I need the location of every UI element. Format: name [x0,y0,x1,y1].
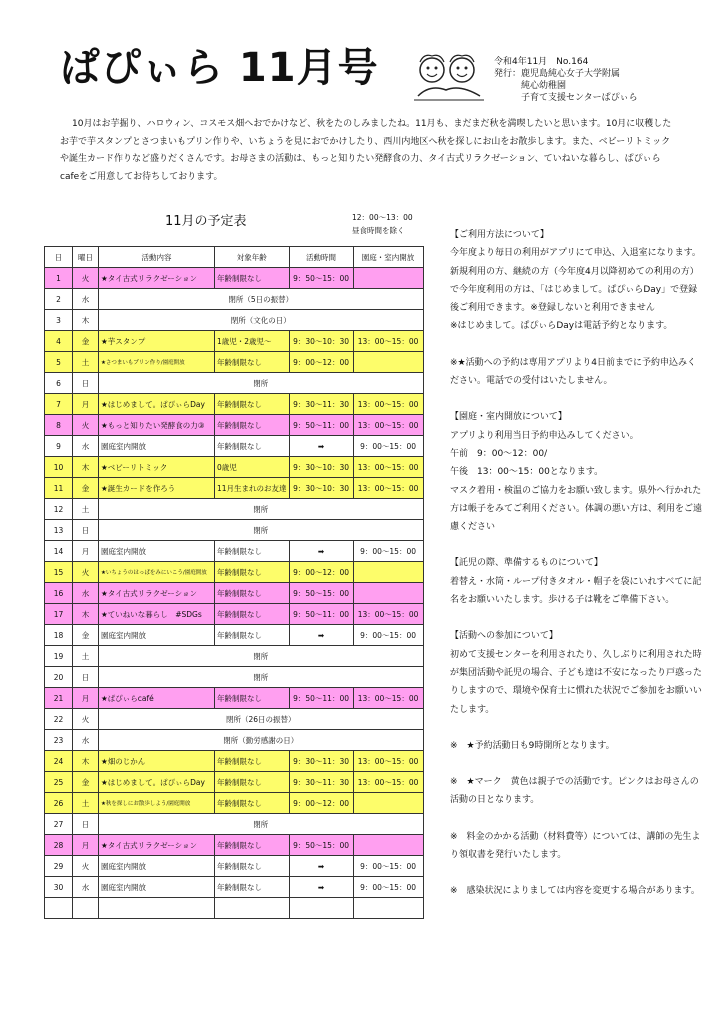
cell-dow: 火 [73,268,99,289]
cell-age: 年齢制限なし [215,877,290,898]
cell-time [289,898,353,919]
cell-closed: 閉所（5日の振替） [99,289,424,310]
cell-dow: 水 [73,877,99,898]
note-paragraph: ※ ★予約活動日も9時開所となります。 [450,740,615,751]
cell-date: 19 [45,646,73,667]
cell-time: 9：00～12：00 [289,352,353,373]
publisher-info [494,56,638,104]
cell-date: 26 [45,793,73,814]
cell-activity: ★はじめまして。ぱぴぃらDay [99,772,215,793]
cell-dow: 木 [73,457,99,478]
schedule-row [45,898,424,919]
column-header: 対象年齢 [215,247,290,268]
schedule-row [45,436,424,457]
schedule-row [45,499,424,520]
spacer [450,864,702,882]
cell-age: 年齢制限なし [215,625,290,646]
cell-activity: ★秋を探しにお散歩しよう/園庭開放 [99,793,215,814]
cell-dow: 金 [73,772,99,793]
cell-age: 11月生まれのお友達 [215,478,290,499]
cell-activity: 園庭室内開放 [99,625,215,646]
cell-dow: 月 [73,688,99,709]
schedule-row [45,730,424,751]
schedule-row [45,814,424,835]
cell-closed: 閉所 [99,520,424,541]
cell-time: ➡ [289,877,353,898]
spacer [450,536,702,554]
column-header: 活動時間 [289,247,353,268]
schedule-row [45,457,424,478]
intro-paragraph: 10月はお芋掘り、ハロウィン、コスモス畑へおでかけなど、秋をたのしみましたね。11月も、まだまだ秋を満喫したいと思います。10月に収穫したお芋で芋スタンプとさつまいもプリン作りや、いちょうを見におでかけしたり、西川内地区へ秋を探しにお山をお散歩します。また、ベビーリトミックや誕生カード作りなど盛りだくさんです。お母さまの活動は、もっと知りたい発酵食の力、タイ古式リラクゼーション、ていねいな暮らし、ぱぴぃらcafeをご用意してお待ちしております。 [60,119,672,182]
cell-date: 11 [45,478,73,499]
schedule-row [45,646,424,667]
note-paragraph: アプリより利用当日予約申込みしてください。 [450,430,639,441]
spacer [450,755,702,773]
cell-date: 12 [45,499,73,520]
schedule-row [45,709,424,730]
cell-ext: 13：00～15：00 [353,478,423,499]
cell-time: 9：30～10：30 [289,478,353,499]
cell-ext [353,835,423,856]
cell-time: 9：30～10：30 [289,331,353,352]
schedule-table [44,246,424,919]
cell-date: 25 [45,772,73,793]
schedule-row [45,268,424,289]
note-paragraph: ※★活動への予約は専用アプリより4日前までに予約申込みください。電話での受付はいたしません。 [450,357,696,387]
schedule-row [45,289,424,310]
cell-ext: 13：00～15：00 [353,688,423,709]
cell-activity: ★もっと知りたい発酵食の力③ [99,415,215,436]
cell-time: 9：50～11：00 [289,415,353,436]
schedule-row [45,835,424,856]
cell-activity [99,898,215,919]
note-paragraph: ※ 料金のかかる活動（材料費等）については、講師の先生より領収書を発行いたします。 [450,831,701,861]
spacer [450,810,702,828]
note-paragraph: ※ ★マーク 黄色は親子での活動です。ピンクはお母さんの活動の日となります。 [450,777,699,806]
cell-date: 27 [45,814,73,835]
publisher-line: 令和4年11月 No.164 [494,57,589,67]
cell-time: ➡ [289,856,353,877]
cell-dow: 火 [73,562,99,583]
spacer [450,390,702,408]
cell-date: 14 [45,541,73,562]
publisher-line: 発行：鹿児島純心女子大学附属 [494,69,621,79]
cell-dow: 金 [73,331,99,352]
schedule-row [45,478,424,499]
cell-age: 年齢制限なし [215,541,290,562]
cell-time: 9：50～15：00 [289,835,353,856]
note-paragraph: 着替え・水筒・ループ付きタオル・帽子を袋にいれすべてに記名をお願いいたします。歩ける子は靴をご準備下さい。 [450,576,702,606]
cell-dow: 土 [73,646,99,667]
cell-dow: 水 [73,730,99,751]
cell-date: 6 [45,373,73,394]
cell-activity: 園庭室内開放 [99,856,215,877]
publisher-line: 純心幼稚園 [494,81,567,91]
cell-age: 年齢制限なし [215,688,290,709]
cell-date: 22 [45,709,73,730]
cell-ext [353,793,423,814]
cell-time: 9：30～10：30 [289,457,353,478]
cell-dow: 土 [73,499,99,520]
note-paragraph: 午後 13：00～15：00となります。 [450,467,604,478]
cell-date: 7 [45,394,73,415]
cell-ext [353,268,423,289]
cell-age: 年齢制限なし [215,583,290,604]
cell-date: 8 [45,415,73,436]
cell-activity: ★ベビーリトミック [99,457,215,478]
note-paragraph: マスク着用・検温のご協力をお願い致します。県外へ行かれた方は帳子をみてご利用ください。体調の悪い方は、利用をご遠慮ください [450,485,703,533]
cell-ext: 9：00～15：00 [353,541,423,562]
cell-date: 16 [45,583,73,604]
cell-ext: 9：00～15：00 [353,436,423,457]
cell-activity: ★タイ古式リラクゼーション [99,583,215,604]
cell-dow: 木 [73,751,99,772]
cell-dow: 火 [73,856,99,877]
cell-date: 10 [45,457,73,478]
cell-activity: ★ぱぴぃらcafé [99,688,215,709]
cell-dow: 土 [73,793,99,814]
notes-column [450,226,702,901]
note-paragraph: 【ご利用方法について】 [450,230,549,240]
cell-date: 4 [45,331,73,352]
cell-date: 17 [45,604,73,625]
cell-date: 2 [45,289,73,310]
cell-activity: ★芋スタンプ [99,331,215,352]
cell-dow: 月 [73,541,99,562]
schedule-row [45,856,424,877]
cell-age: 年齢制限なし [215,415,290,436]
cell-dow [73,898,99,919]
note-paragraph: 午前 9：00～12：00/ [450,448,548,459]
lunch-note [352,211,413,237]
children-logo-icon [410,50,488,102]
schedule-row [45,625,424,646]
cell-date: 15 [45,562,73,583]
cell-date: 24 [45,751,73,772]
schedule-row [45,415,424,436]
schedule-row [45,352,424,373]
cell-date: 13 [45,520,73,541]
cell-date [45,898,73,919]
note-paragraph: 今年度より毎日の利用がアプリにて申込、入退室になります。新規利用の方、継続の方（今年度4月以降初めての利用の方）で今年度利用の方は、「はじめまして。ぱぴぃらDay」で登録後ご利用できます。※登録しないと利用できません [450,248,701,314]
cell-ext [353,352,423,373]
cell-ext: 9：00～15：00 [353,856,423,877]
cell-ext [353,898,423,919]
cell-time: 9：30～11：30 [289,394,353,415]
cell-closed: 閉所 [99,646,424,667]
cell-closed: 閉所（26日の振替） [99,709,424,730]
cell-closed: 閉所（文化の日） [99,310,424,331]
schedule-row [45,667,424,688]
column-header: 園庭・室内開放 [353,247,423,268]
note-paragraph: 【活動への参加について】 [450,631,558,642]
cell-activity: ★誕生カードを作ろう [99,478,215,499]
schedule-row [45,688,424,709]
cell-dow: 木 [73,310,99,331]
cell-dow: 日 [73,814,99,835]
cell-dow: 日 [73,373,99,394]
cell-ext: 13：00～15：00 [353,772,423,793]
cell-closed: 閉所（勤労感謝の日） [99,730,424,751]
cell-time: 9：30～11：30 [289,751,353,772]
cell-time: 9：50～15：00 [289,268,353,289]
cell-time: 9：30～11：30 [289,772,353,793]
cell-ext: 13：00～15：00 [353,457,423,478]
cell-age: 年齢制限なし [215,793,290,814]
cell-dow: 火 [73,415,99,436]
cell-dow: 水 [73,289,99,310]
cell-closed: 閉所 [99,814,424,835]
cell-date: 30 [45,877,73,898]
cell-date: 9 [45,436,73,457]
cell-age: 0歳児 [215,457,290,478]
cell-dow: 月 [73,835,99,856]
schedule-row [45,310,424,331]
cell-date: 3 [45,310,73,331]
cell-time: 9：50～11：00 [289,604,353,625]
cell-age: 年齢制限なし [215,436,290,457]
cell-activity: ★いちょうのはっぱをみにいこう/園庭開放 [99,562,215,583]
column-header: 曜日 [73,247,99,268]
column-header: 日 [45,247,73,268]
cell-age [215,898,290,919]
cell-closed: 閉所 [99,373,424,394]
cell-ext [353,562,423,583]
table-header-row [45,247,424,268]
cell-activity: ★畑のじかん [99,751,215,772]
schedule-row [45,772,424,793]
cell-activity: 園庭室内開放 [99,436,215,457]
schedule-row [45,331,424,352]
cell-ext: 13：00～15：00 [353,415,423,436]
cell-age: 年齢制限なし [215,772,290,793]
schedule-row [45,793,424,814]
cell-activity: 園庭室内開放 [99,877,215,898]
schedule-row [45,520,424,541]
schedule-row [45,562,424,583]
schedule-row [45,541,424,562]
cell-time: 9：50～11：00 [289,688,353,709]
cell-age: 年齢制限なし [215,352,290,373]
cell-age: 年齢制限なし [215,562,290,583]
note-paragraph: 【園庭・室内開放について】 [450,412,567,423]
schedule-row [45,373,424,394]
cell-dow: 日 [73,520,99,541]
newsletter-title: ぱぴぃら 11月号 [60,45,379,91]
schedule-row [45,877,424,898]
cell-closed: 閉所 [99,667,424,688]
cell-ext: 13：00～15：00 [353,604,423,625]
cell-time: 9：00～12：00 [289,562,353,583]
cell-age: 年齢制限なし [215,751,290,772]
cell-closed: 閉所 [99,499,424,520]
cell-dow: 水 [73,583,99,604]
schedule-title: 11月の予定表 [165,214,247,229]
cell-date: 29 [45,856,73,877]
lunch-exclusion: 昼食時間を除く [352,226,405,235]
cell-age: 年齢制限なし [215,604,290,625]
cell-time: ➡ [289,541,353,562]
cell-ext [353,583,423,604]
schedule-row [45,394,424,415]
cell-ext: 13：00～15：00 [353,394,423,415]
cell-age: 年齢制限なし [215,856,290,877]
cell-date: 1 [45,268,73,289]
spacer [450,336,702,354]
cell-activity: ★タイ古式リラクゼーション [99,268,215,289]
note-paragraph: ※ 感染状況によりましては内容を変更する場合があります。 [450,886,700,897]
cell-age: 年齢制限なし [215,394,290,415]
cell-ext: 13：00～15：00 [353,751,423,772]
cell-age: 1歳児・2歳児～ [215,331,290,352]
cell-dow: 月 [73,394,99,415]
cell-time: ➡ [289,436,353,457]
cell-dow: 金 [73,625,99,646]
schedule-row [45,604,424,625]
cell-date: 28 [45,835,73,856]
cell-age: 年齢制限なし [215,268,290,289]
cell-dow: 土 [73,352,99,373]
cell-date: 18 [45,625,73,646]
cell-dow: 水 [73,436,99,457]
lunch-time: 12：00～13：00 [352,213,413,222]
cell-dow: 日 [73,667,99,688]
schedule-row [45,751,424,772]
spacer [450,719,702,737]
cell-ext: 9：00～15：00 [353,877,423,898]
cell-age: 年齢制限なし [215,835,290,856]
cell-ext: 13：00～15：00 [353,331,423,352]
cell-dow: 金 [73,478,99,499]
cell-activity: ★ていねいな暮らし #SDGs [99,604,215,625]
cell-dow: 火 [73,709,99,730]
publisher-line: 子育て支援センターぱぴぃら [494,93,638,103]
note-paragraph: 【託児の際、準備するものについて】 [450,558,603,569]
cell-activity: 園庭室内開放 [99,541,215,562]
cell-date: 21 [45,688,73,709]
cell-ext: 9：00～15：00 [353,625,423,646]
note-paragraph: ※はじめまして。ぱぴぃらDayは電話予約となります。 [450,321,673,332]
cell-time: 9：00～12：00 [289,793,353,814]
cell-dow: 木 [73,604,99,625]
cell-date: 20 [45,667,73,688]
cell-activity: ★さつまいもプリン作り/園庭開放 [99,352,215,373]
cell-time: 9：50～15：00 [289,583,353,604]
column-header: 活動内容 [99,247,215,268]
cell-activity: ★タイ古式リラクゼーション [99,835,215,856]
cell-date: 5 [45,352,73,373]
note-paragraph: 初めて支援センターを利用されたり、久しぶりに利用された時が集団活動や託児の場合、子ども達は不安になったり戸惑ったりしますので、環境や保育士に慣れた状況でご参加をお願いいたします。 [450,649,703,715]
schedule-row [45,583,424,604]
cell-date: 23 [45,730,73,751]
cell-activity: ★はじめまして。ぱぴぃらDay [99,394,215,415]
cell-time: ➡ [289,625,353,646]
spacer [450,609,702,627]
